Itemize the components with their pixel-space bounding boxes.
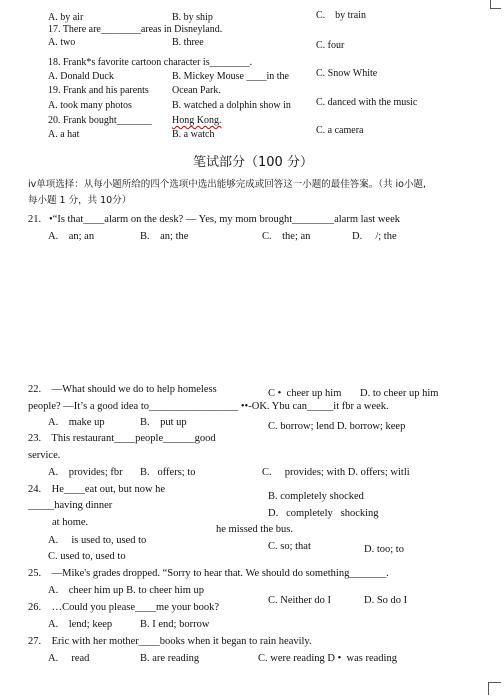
q23-stem-line2: service. (28, 450, 61, 461)
q25-option-ab: A. cheer him up B. to cheer him up (48, 585, 205, 596)
section-instructions-line2: 每小题 1 分，共 10分） (28, 195, 132, 206)
q17-option-c: C. four (316, 40, 345, 51)
page-corner-mark-top (490, 0, 501, 9)
q26-option-b: B. I end; borrow (140, 619, 210, 630)
q21-option-d: D. /; the (352, 231, 397, 242)
q24-option-c: C. used to, used to (48, 551, 126, 562)
q22-option-c: C • cheer up him (268, 388, 342, 399)
q27-option-cd: C. were reading D • was reading (258, 653, 397, 664)
q22-option-a: A. make up (48, 417, 105, 428)
q25-option-c: C. Neither do I (268, 595, 331, 606)
page-corner-mark-bottom (488, 682, 501, 695)
q27-option-b: B. are reading (140, 653, 200, 664)
q22-next-options: C. borrow; lend D. borrow; keep (268, 421, 406, 432)
q22-stem-line2: people? —It’s a good idea to_________________ ••-OK. Ybu can_____it fbr a week. (28, 401, 389, 412)
q20-continued: Hong Kong. (172, 115, 222, 126)
q22-option-d: D. to cheer up him (360, 388, 439, 399)
section-title: 笔试部分（100 分） (193, 155, 313, 170)
q20-option-a: A. a hat (48, 129, 80, 140)
q21-option-c: C. the; an (262, 231, 311, 242)
q21-option-b: B. an; the (140, 231, 189, 242)
q24-stem-line1: 24. He____eat out, but now he (28, 484, 166, 495)
q18-option-b: B. Mickey Mouse ____in the (172, 71, 289, 82)
q24-option-too-to: D. too; to (364, 544, 404, 555)
q16-option-a: A. by air (48, 12, 84, 23)
q24-option-b: B. completely shocked (268, 491, 364, 502)
q24-stem-line3: at home. (52, 517, 89, 528)
q26-stem: 26. …Could you please____me your book? (28, 602, 220, 613)
q19-option-a: A. took many photos (48, 100, 132, 111)
q27-stem: 27. Eric with her mother____books when it began to rain heavily. (28, 636, 312, 647)
q17-option-a: A. two (48, 37, 76, 48)
q26-option-a: A. lend; keep (48, 619, 113, 630)
section-instructions-line1: iv单项选择：从每小题所给的四个选项中选出能够完成或回答这一小题的最佳答案。（共 io小题, (28, 179, 427, 190)
q24-option-a: A. is used to, used to (48, 535, 147, 546)
q22-stem-line1: 22. —What should we do to help homeless (28, 384, 217, 395)
q20-option-c: C. a camera (316, 125, 364, 136)
q23-option-b: B. offers; to (140, 467, 196, 478)
q18-stem: 18. Frank*s favorite cartoon character is________. (48, 57, 253, 68)
q21-option-a: A. an; an (48, 231, 95, 242)
q20-option-b: B. a watch (172, 129, 215, 140)
q16-option-b: B. by ship (172, 12, 213, 23)
q27-option-a: A. read (48, 653, 90, 664)
q25-option-d: D. So do I (364, 595, 408, 606)
q17-option-b: B. three (172, 37, 204, 48)
q19-option-c: C. danced with the music (316, 97, 418, 108)
q23-option-cd: C. provides; with D. offers; witli (262, 467, 410, 478)
q24-option-so-that: C. so; that (268, 541, 311, 552)
q23-stem-line1: 23. This restaurant____people______good (28, 433, 216, 444)
q22-option-b: B. put up (140, 417, 187, 428)
q24-option-d: D. completely shocking (268, 508, 379, 519)
q19-option-b: B. watched a dolphin show in (172, 100, 291, 111)
q24-stem-line2: _____having dinner (28, 500, 113, 511)
q19-stem: 19. Frank and his parents (48, 85, 149, 96)
q23-option-a: A. provides; fbr (48, 467, 123, 478)
q20-stem: 20. Frank bought_______ (48, 115, 152, 126)
q17-stem: 17. There are________areas in Disneyland. (48, 24, 223, 35)
q19-continued: Ocean Park. (172, 85, 221, 96)
q21-stem: 21. •“Is that____alarm on the desk? — Yes, my mom brought________alarm last week (28, 214, 400, 225)
q18-option-c: C. Snow White (316, 68, 378, 79)
q16-option-c: C. by train (316, 10, 366, 21)
q25-stem: 25. —Mike's grades dropped. “Sorry to hear that. We should do something_______. (28, 568, 389, 579)
q24-mid-text: he missed the bus. (216, 524, 293, 535)
q18-option-a: A. Donald Duck (48, 71, 114, 82)
